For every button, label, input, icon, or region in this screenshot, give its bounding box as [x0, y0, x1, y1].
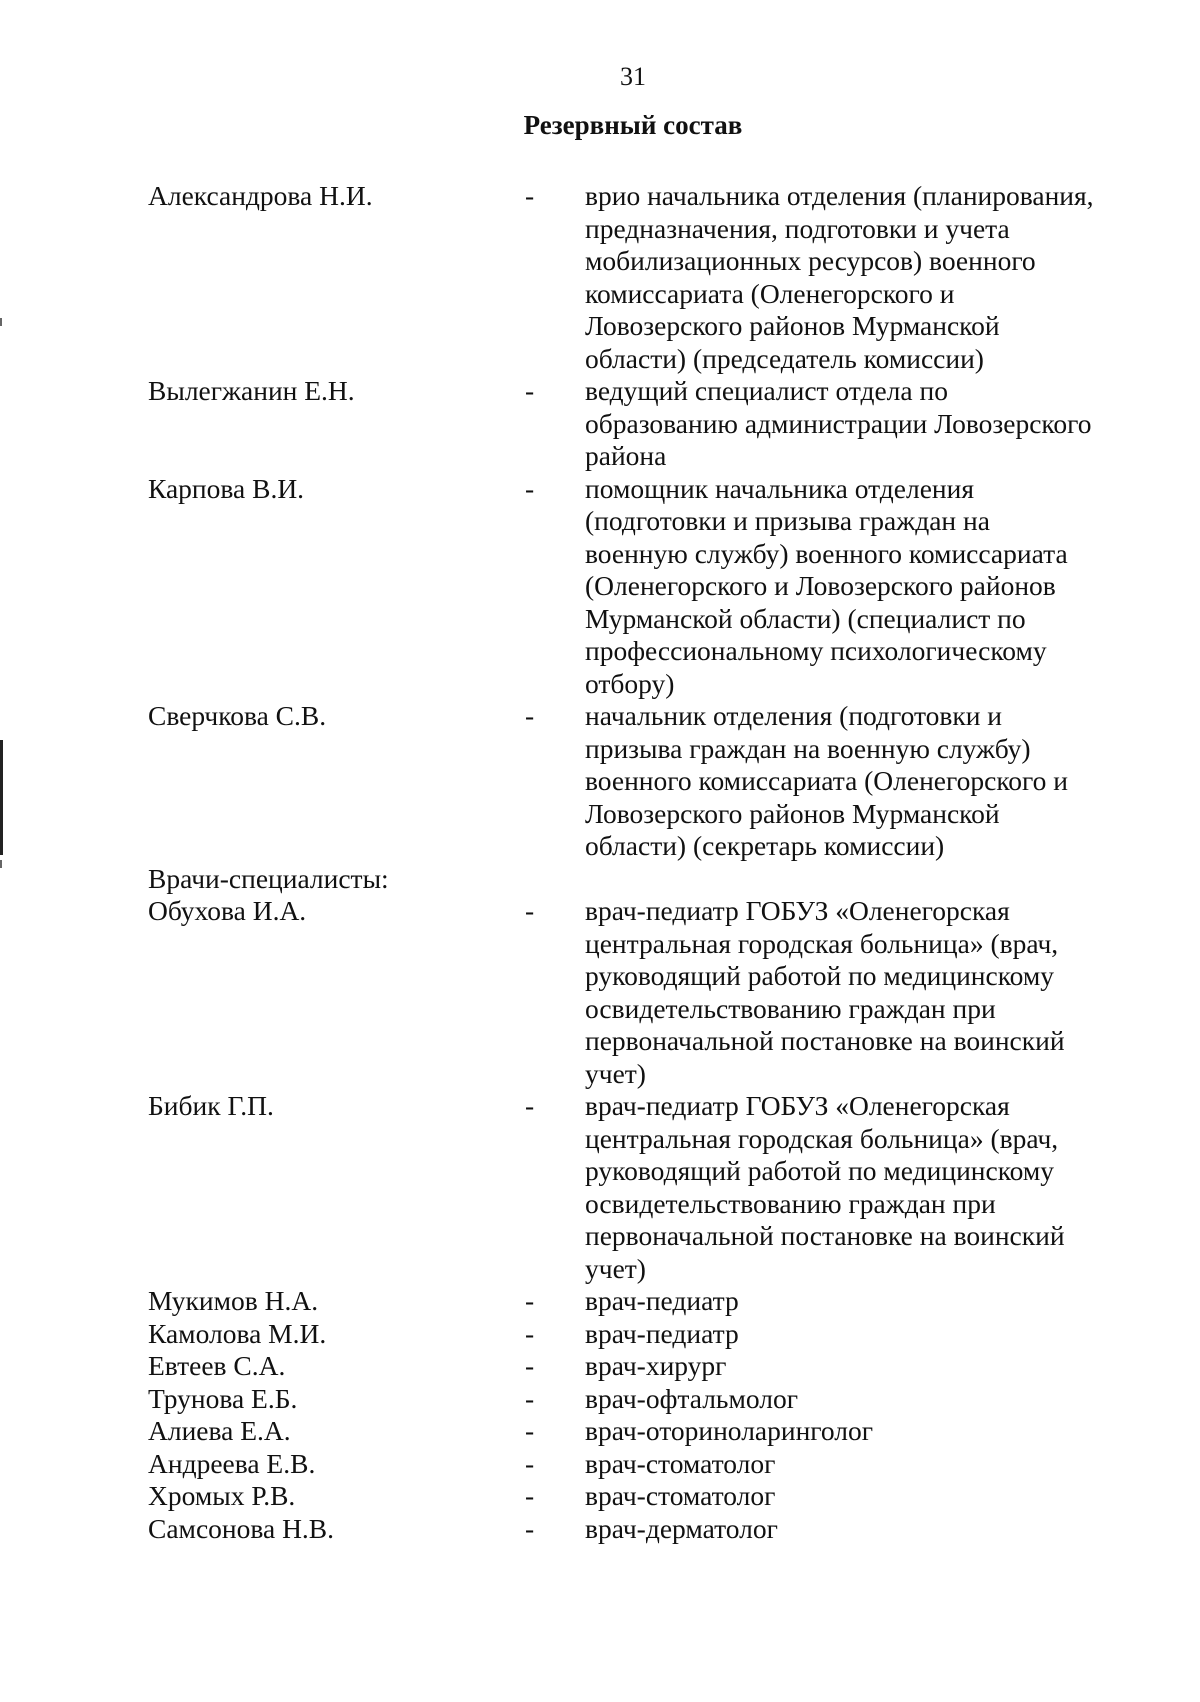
member-position-line: центральная городская больница» (врач,	[585, 927, 1059, 959]
member-name: Александрова Н.И.	[148, 180, 373, 211]
page-title: Резервный состав	[523, 110, 743, 140]
member-name: Вылегжанин Е.Н.	[148, 375, 355, 406]
member-position-line: врач-офтальмолог	[585, 1382, 799, 1414]
member-position-line: комиссариата (Оленегорского и	[585, 277, 955, 309]
member-name: Обухова И.А.	[148, 895, 307, 926]
member-position-line: первоначальной постановке на воинский	[585, 1220, 1065, 1251]
scan-margin-tick	[0, 318, 2, 326]
member-position-line: мобилизационных ресурсов) военного	[585, 245, 1036, 276]
member-position-line: ведущий специалист отдела по	[585, 375, 948, 406]
member-position-line: отбору)	[585, 667, 675, 699]
member-position-line: образованию администрации Ловозерского	[585, 407, 1092, 439]
scan-margin-mark	[0, 740, 3, 855]
member-position-line: врач-педиатр	[585, 1317, 739, 1349]
member-position-line: центральная городская больница» (врач,	[585, 1122, 1059, 1154]
member-position-line: освидетельствованию граждан при	[585, 1187, 996, 1219]
member-dash: -	[525, 1382, 535, 1414]
member-position-line: врач-педиатр	[585, 1285, 739, 1316]
member-position-line: области) (секретарь комиссии)	[585, 830, 945, 861]
member-position-line: области) (председатель комиссии)	[585, 342, 984, 374]
member-dash: -	[525, 1447, 535, 1479]
member-name: Карпова В.И.	[148, 472, 305, 504]
member-dash: -	[525, 180, 535, 211]
scan-margin-tick	[0, 860, 2, 868]
member-dash: -	[525, 700, 535, 731]
member-position-line: врач-педиатр ГОБУЗ «Оленегорская	[585, 895, 1010, 926]
member-name: Мукимов Н.А.	[148, 1285, 319, 1316]
member-dash: -	[525, 1480, 535, 1511]
member-dash: -	[525, 1350, 535, 1381]
member-position-line: руководящий работой по медицинскому	[585, 960, 1055, 991]
member-name: Самсонова Н.В.	[148, 1512, 335, 1544]
member-dash: -	[525, 1512, 535, 1544]
member-position-line: врач-стоматолог	[585, 1480, 776, 1511]
member-position-line: врач-педиатр ГОБУЗ «Оленегорская	[585, 1090, 1010, 1121]
member-position-line: военного комиссариата (Оленегорского и	[585, 765, 1068, 796]
member-position-line: Мурманской области) (специалист по	[585, 602, 1026, 634]
member-position-line: Ловозерского районов Мурманской	[585, 797, 1000, 829]
member-position-line: учет)	[585, 1252, 646, 1284]
member-dash: -	[525, 1317, 535, 1349]
member-position-line: предназначения, подготовки и учета	[585, 212, 1010, 244]
member-dash: -	[525, 1285, 535, 1316]
member-position-line: военную службу) военного комиссариата	[585, 537, 1068, 569]
member-position-line: учет)	[585, 1057, 646, 1089]
member-position-line: (Оленегорского и Ловозерского районов	[585, 570, 1056, 601]
member-name: Андреева Е.В.	[148, 1447, 316, 1479]
member-dash: -	[525, 472, 535, 504]
member-dash: -	[525, 1415, 535, 1446]
member-name: Хромых Р.В.	[148, 1480, 296, 1511]
member-position-line: врач-дерматолог	[585, 1512, 778, 1544]
member-position-line: врач-оториноларинголог	[585, 1415, 874, 1446]
member-name: Алиева Е.А.	[148, 1415, 291, 1446]
member-name: Сверчкова С.В.	[148, 700, 327, 731]
member-position-line: первоначальной постановке на воинский	[585, 1025, 1065, 1056]
member-position-line: профессиональному психологическому	[585, 635, 1047, 666]
member-position-line: врио начальника отделения (планирования,	[585, 180, 1094, 211]
member-position-line: руководящий работой по медицинскому	[585, 1155, 1055, 1186]
member-position-line: помощник начальника отделения	[585, 472, 975, 504]
member-name: Евтеев С.А.	[148, 1350, 286, 1381]
page-number: 31	[620, 62, 646, 91]
member-position-line: Ловозерского районов Мурманской	[585, 310, 1000, 341]
member-dash: -	[525, 895, 535, 926]
doctors-section-label: Врачи-специалисты:	[148, 862, 389, 894]
member-dash: -	[525, 1090, 535, 1121]
member-position-line: врач-хирург	[585, 1350, 727, 1381]
member-position-line: начальник отделения (подготовки и	[585, 700, 1003, 731]
member-position-line: призыва граждан на военную службу)	[585, 732, 1031, 764]
member-position-line: освидетельствованию граждан при	[585, 992, 996, 1024]
member-position-line: врач-стоматолог	[585, 1447, 776, 1479]
member-position-line: района	[585, 440, 667, 471]
member-name: Камолова М.И.	[148, 1317, 327, 1349]
member-dash: -	[525, 375, 535, 406]
member-name: Трунова Е.Б.	[148, 1382, 298, 1414]
member-position-line: (подготовки и призыва граждан на	[585, 505, 990, 536]
member-name: Бибик Г.П.	[148, 1090, 274, 1121]
